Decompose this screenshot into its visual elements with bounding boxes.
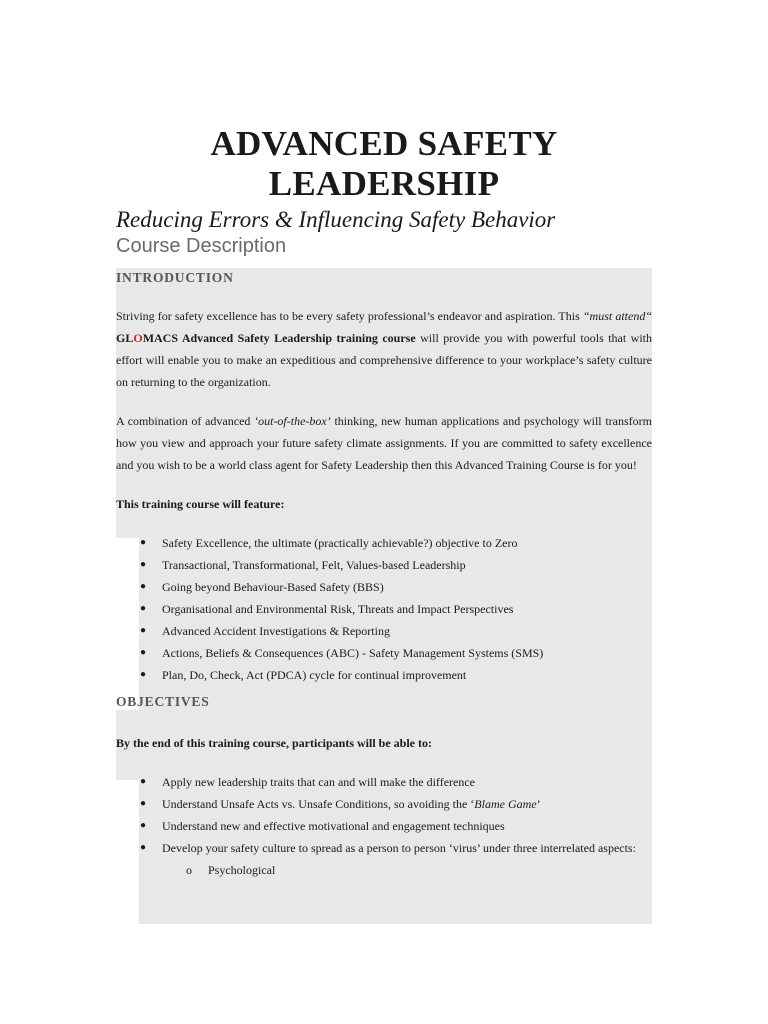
list-item: ● Safety Excellence, the ultimate (practically achievable?) objective to Zero (116, 532, 652, 554)
title-line-2: LEADERSHIP (268, 164, 500, 203)
objectives-lead: By the end of this training course, participants will be able to: (116, 736, 433, 750)
list-item: ● Advanced Accident Investigations & Reporting (116, 620, 652, 642)
document-body (116, 268, 652, 881)
bullet-icon: ● (140, 603, 147, 614)
bullet-icon: ● (140, 647, 147, 658)
bullet-icon: ● (140, 669, 147, 680)
bullet-icon: ● (140, 537, 147, 548)
bullet-icon: ● (140, 559, 147, 570)
list-item: ● Understand Unsafe Acts vs. Unsafe Conditions, so avoiding the ‘Blame Game’ (116, 793, 652, 815)
features-lead: This training course will feature: (116, 497, 285, 511)
features-list (116, 532, 652, 686)
course-description-heading: Course Description (116, 235, 287, 257)
brand-logo-o: O (133, 331, 143, 345)
sub-bullet-icon: o (186, 863, 192, 877)
intro-paragraph-2: A combination of advanced ‘out-of-the-box’ thinking, new human applications and psychology will transform how you view and approach your future safety climate assignments. If you are committed to safety excellence and you wish to be a world class agent for Safety Leadership then this Advanced Training Course is for you! (116, 414, 652, 472)
objectives-list (116, 771, 652, 859)
subtitle: Reducing Errors & Influencing Safety Behavior (116, 207, 556, 232)
section-heading-objectives: OBJECTIVES (116, 694, 210, 709)
title-line-1: ADVANCED SAFETY (210, 124, 558, 163)
list-item: ● Plan, Do, Check, Act (PDCA) cycle for continual improvement (116, 664, 652, 686)
bullet-icon: ● (140, 776, 147, 787)
list-item: ● Going beyond Behaviour-Based Safety (BBS) (116, 576, 652, 598)
list-item: ● Understand new and effective motivational and engagement techniques (116, 815, 652, 837)
list-item: ● Organisational and Environmental Risk, Threats and Impact Perspectives (116, 598, 652, 620)
list-item: ● Apply new leadership traits that can and will make the difference (116, 771, 652, 793)
brand-name: GLOMACS Advanced Safety Leadership training course (116, 331, 416, 345)
intro-paragraph-1: Striving for safety excellence has to be every safety professional’s endeavor and aspiration. This “must attend“ GLOMACS Advanced Safety Leadership training course will provide you with powerful tools that with effort will enable you to make an expeditious and comprehensive difference to your workplace’s safety culture on returning to the organization. (116, 309, 652, 389)
list-item: ● Develop your safety culture to spread as a person to person ‘virus’ under three interrelated aspects: (116, 837, 652, 859)
page-title (0, 124, 768, 204)
list-item: ● Actions, Beliefs & Consequences (ABC) - Safety Management Systems (SMS) (116, 642, 652, 664)
bullet-icon: ● (140, 581, 147, 592)
list-item: ● Transactional, Transformational, Felt, Values-based Leadership (116, 554, 652, 576)
bullet-icon: ● (140, 625, 147, 636)
sub-list-item: o Psychological (116, 859, 652, 881)
bullet-icon: ● (140, 842, 147, 853)
section-heading-introduction: INTRODUCTION (116, 270, 234, 285)
bullet-icon: ● (140, 820, 147, 831)
bullet-icon: ● (140, 798, 147, 809)
